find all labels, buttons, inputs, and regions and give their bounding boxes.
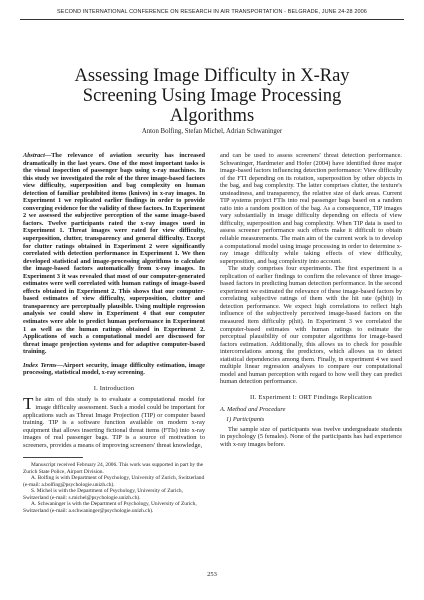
participants-paragraph: The sample size of participants was twelve undergraduate students in psychology (5 females). None of the participants has had experience with x-ray images before. <box>220 425 402 448</box>
abstract-label: Abstract <box>23 152 45 159</box>
index-terms-text: —Airport security, image difficulty estimation, image processing, statistical model, x-ray screening. <box>23 361 205 377</box>
body-paragraph-1: and can be used to assess screeners' threat detection performance. Schwaninger, Hardmeier and Hofer (2004) have identified three major image-based factors influencing detection performance: View difficulty of the FTI depending on its rotation, superposition by other objects in the bag, and bag complexity. The latter comprises clutter, the texture's unsteadiness, and transparency, the relative size of dark areas. Current TIP systems project FTIs into real passenger bags based on a random ratio into a random position of the bag. As a consequence, TIP images vary substantially in image difficulty depending on effects of view difficulty, superposition and bag complexity. When TIP data is used to assess screener performance such effects make it difficult to obtain reliable measurements. The main aim of the current work is to develop a computational model using image processing in order to determine x-ray image difficulty while taking effects of view difficulty, superposition, and bag complexity into account. <box>220 152 402 265</box>
subsection-heading-method: A. Method and Procedure <box>220 405 286 413</box>
left-column <box>23 152 205 514</box>
paper-title: Assessing Image Difficulty in X-Ray Screening Using Image Processing Algorithms <box>74 66 350 126</box>
abstract <box>23 152 205 356</box>
footnote-author-bolfing: A. Bolfing is with Department of Psychology, University of Zurich, Switzerland (e-mail: a.bolfing@psychologie.unizh.ch). <box>23 475 205 488</box>
footnote-author-schwaninger: A. Schwaninger is with the Department of Psychology, University of Zurich, Switzerland (e-mail: a.schwaninger@psychologie.unizh.ch). <box>23 501 197 514</box>
section-heading-introduction: I. Introduction <box>93 384 135 392</box>
right-column <box>220 152 402 448</box>
footnote-rule <box>23 457 83 458</box>
footnote-author-michel: S. Michel is with the Department of Psychology, University of Zurich, Switzerland (e-mail: s.michel@psychologie.unizh.ch). <box>23 488 183 501</box>
index-terms-label: Index Terms <box>23 361 57 369</box>
subsubsection-heading-participants: 1) Participants <box>226 416 265 424</box>
intro-paragraph: The aim of this study is to evaluate a computational model for image difficulty assessment. Such a model could be important for applications such as Threat Image Projection (TIP) or computer based training. TIP is a software function available on modern x-ray equipment that allows inserting fictional threat items (FTIs) into x-ray images of real passenger bags. TIP is a source of motivation to screeners, provides a means of improving screeners' threat knowledge, <box>23 394 205 449</box>
section-heading-experiment-1: II. Experiment I: ORT Findings Replication <box>250 393 372 401</box>
paper-authors: Anton Bolfing, Stefan Michel, Adrian Schwaninger <box>141 128 283 135</box>
body-paragraph-2: The study comprises four experiments. The first experiment is a replication of earlier findings to confirm the relevance of three image-based factors in predicting human detection performance. In the second experiment we estimated the relevance of these image-based factors by correlating subjective ratings of them with the hit rate (p(hit)) in detection performance. We expect high correlations to reflect high influence of the subjectively perceived image-based factors on the measured item difficulty p(hit). In Experiment 3 we correlated the computer-based estimates with human ratings to estimate the perceptual plausibility of our computer algorithms for image-based factors estimation. Additionally, this allows us to check for possible intercorrelations among the predictors, which allows us to detect statistical dependencies among them. Finally, in experiment 4 we used multiple linear regression analyses to compare our computational model and human perception with regard to how well they can predict human detection performance. <box>220 265 402 386</box>
page-number: 253 <box>207 571 217 578</box>
conference-header: SECOND INTERNATIONAL CONFERENCE ON RESEARCH IN AIR TRANSPORTATION - BELGRADE, JUNE 24-28 2006 <box>57 9 367 15</box>
abstract-text: —The relevance of aviation security has increased dramatically in the last years. One of the most important tasks is the visual inspection of passenger bags using x-ray machines. In this study we investigated the role of the three image-based factors view difficulty, superposition and bag complexity on human detection of familiar prohibited items (knives) in x-ray images. In Experiment 1 we replicated earlier findings in order to provide converging evidence for the validity of these factors. In Experiment 2 we assessed the subjective perception of the same image-based factors. Twelve participants rated the x-ray images used in Experiment 1. Threat images were rated for view difficulty, superposition, clutter, transparency and general difficulty. Except for clutter ratings obtained in Experiment 2 were significantly correlated with detection performance in Experiment 1. We then developed statistical and image-processing algorithms to calculate the image-based factors automatically from x-ray images. In Experiment 3 it was revealed that most of our computer-generated estimates were well correlated with human ratings of image-based effects obtained in Experiment 2. This shows that our computer-based estimates of view difficulty, superposition, clutter and transparency are perceptually plausible. Using multiple regression analysis we could show in Experiment 4 that our computer estimates were able to predict human performance in Experiment 1 as well as the human ratings obtained in Experiment 2. Applications of such a computational model are discussed for threat image projection systems and for adaptive computer-based training. <box>23 152 205 356</box>
footnote-manuscript: Manuscript received February 24, 2006. This work was supported in part by the Zurich State Police, Airport Division. <box>23 462 204 475</box>
footnotes <box>23 462 205 514</box>
index-terms <box>23 362 205 377</box>
header-rule <box>20 19 404 20</box>
